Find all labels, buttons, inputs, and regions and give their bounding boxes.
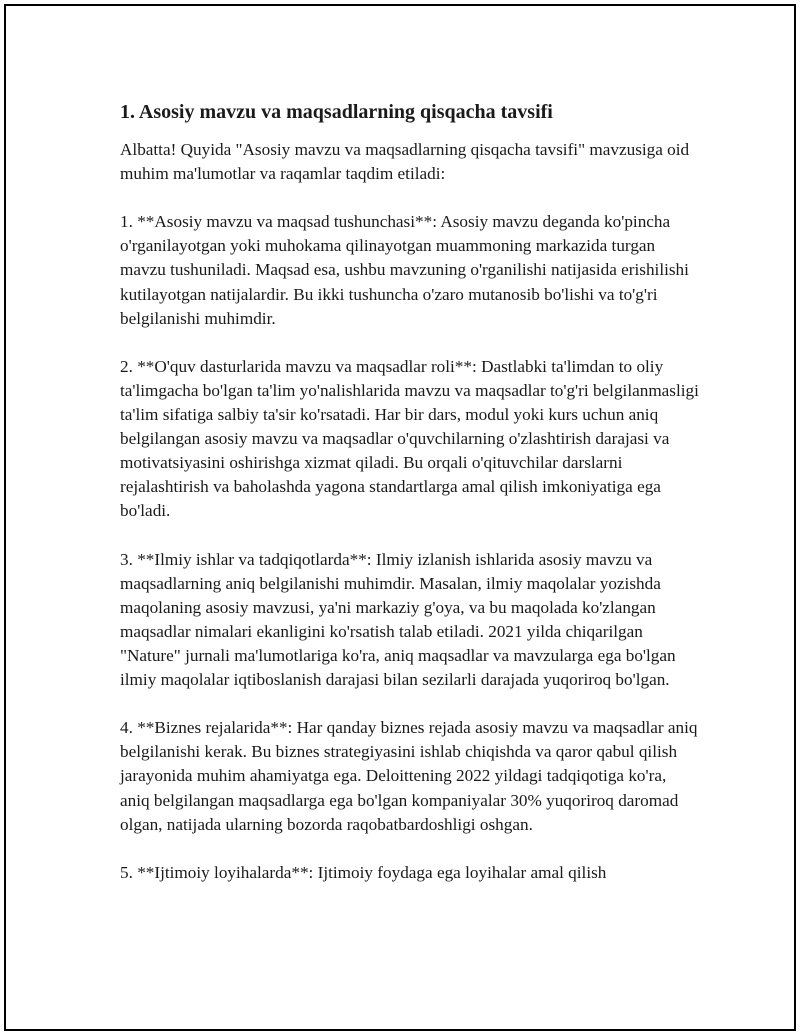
document-body xyxy=(120,98,700,909)
intro-paragraph: Albatta! Quyida "Asosiy mavzu va maqsadlarning qisqacha tavsifi" mavzusiga oid muhim ma'lumotlar va raqamlar taqdim etiladi: xyxy=(120,140,690,184)
paragraph-3: 3. **Ilmiy ishlar va tadqiqotlarda**: Ilmiy izlanish ishlarida asosiy mavzu va maqsadlarning aniq belgilanishi muhimdir. Masalan, ilmiy maqolalar yozishda maqolaning asosiy mavzusi, ya'ni markaziy g'oya, va bu maqolada ko'zlangan maqsadlar nimalari ekanligini ko'rsatish talab etiladi. 2021 yilda chiqarilgan "Nature" jurnali ma'lumotlariga ko'ra, aniq maqsadlar va mavzularga ega bo'lgan ilmiy maqolalar iqtiboslanish darajasi bilan sezilarli darajada yuqoriroq bo'lgan. xyxy=(120,549,676,690)
paragraph-2: 2. **O'quv dasturlarida mavzu va maqsadlar roli**: Dastlabki ta'limdan to oliy ta'limgacha bo'lgan ta'lim yo'nalishlarida mavzu va maqsadlar to'g'ri belgilanmasligi ta'lim sifatiga salbiy ta'sir ko'rsatadi. Har bir dars, modul yoki kurs uchun aniq belgilangan asosiy mavzu va maqsadlar o'quvchilarning o'zlashtirish darajasi va motivatsiyasini oshirishga xizmat qiladi. Bu orqali o'qituvchilar darslarni rejalashtirish va baholashda yagona standartlarga amal qilish imkoniyatiga ega bo'ladi. xyxy=(120,356,699,521)
paragraph-5: 5. **Ijtimoiy loyihalarda**: Ijtimoiy foydaga ega loyihalar amal qilish xyxy=(120,862,607,882)
paragraph-4: 4. **Biznes rejalarida**: Har qanday biznes rejada asosiy mavzu va maqsadlar aniq belgilanishi kerak. Bu biznes strategiyasini ishlab chiqishda va qaror qabul qilish jarayonida muhim ahamiyatga ega. Deloittening 2022 yildagi tadqiqotiga ko'ra, aniq belgilangan maqsadlarga ega bo'lgan kompaniyalar 30% yuqoriroq daromad olgan, natijada ularning bozorda raqobatbardoshligi oshgan. xyxy=(120,718,698,834)
paragraph-1: 1. **Asosiy mavzu va maqsad tushunchasi**: Asosiy mavzu deganda ko'pincha o'rganilayotgan yoki muhokama qilinayotgan muammoning markazida turgan mavzu tushuniladi. Maqsad esa, ushbu mavzuning o'rganilishi natijasida erishilishi kutilayotgan natijalardir. Bu ikki tushuncha o'zaro mutanosib bo'lishi va to'g'ri belgilanishi muhimdir. xyxy=(120,212,689,328)
section-heading: 1. Asosiy mavzu va maqsadlarning qisqacha tavsifi xyxy=(120,101,553,123)
page-frame xyxy=(4,4,796,1031)
